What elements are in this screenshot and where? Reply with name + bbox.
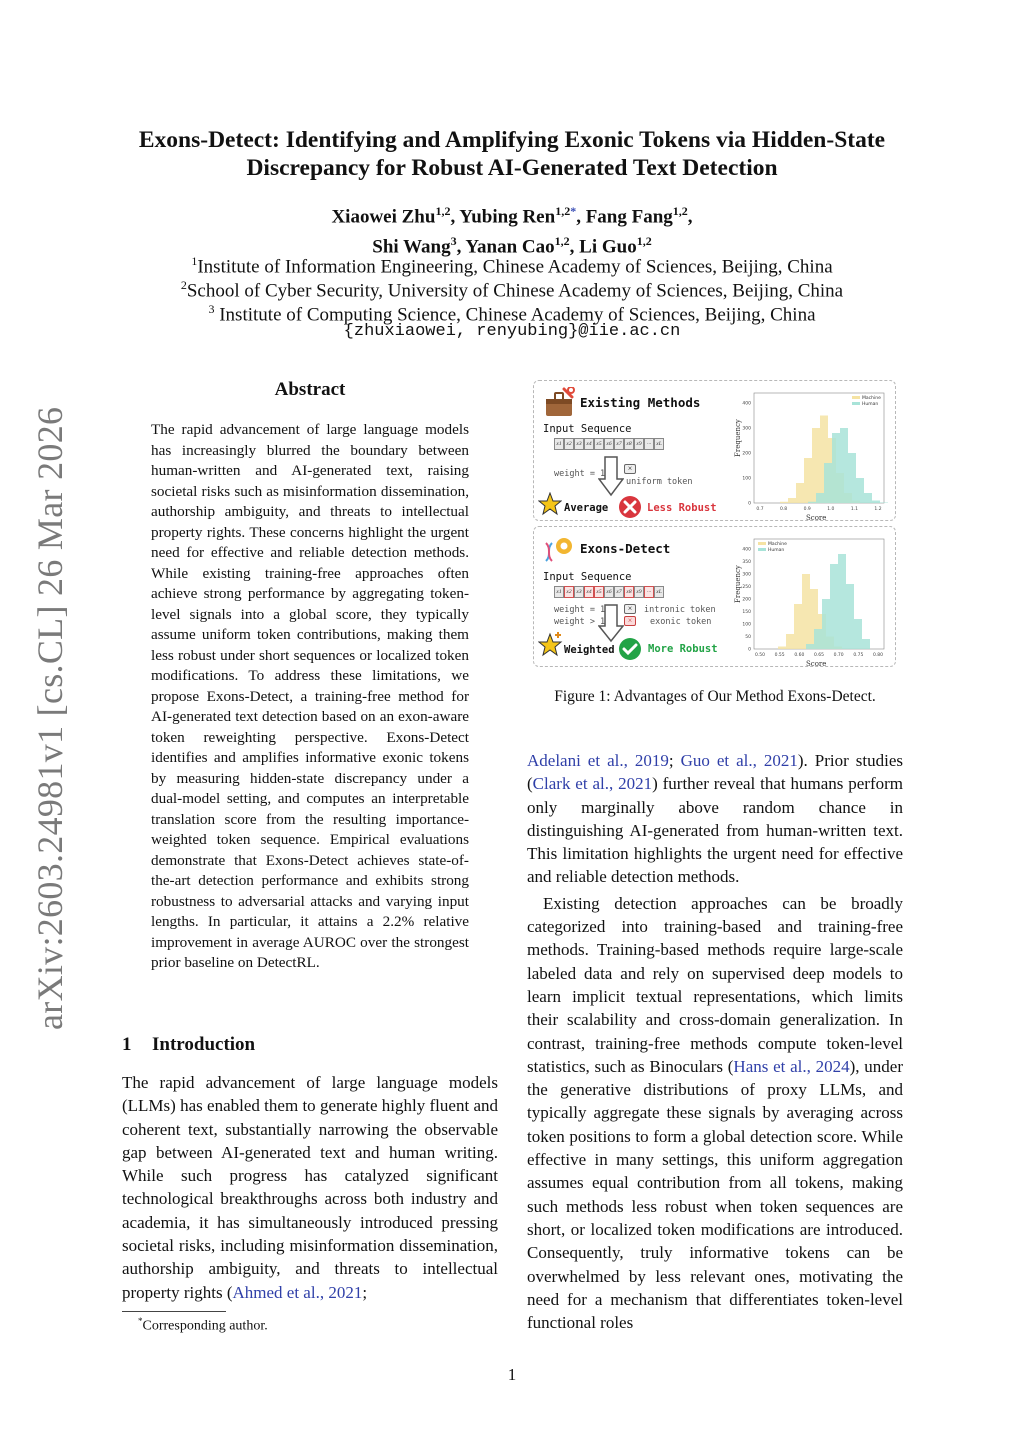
histogram-bar <box>816 493 824 503</box>
token-exonic: x2 <box>564 586 574 598</box>
footnote-text: Corresponding author. <box>142 1318 268 1334</box>
section-number: 1 <box>122 1034 132 1055</box>
footnote-mark: * <box>138 1316 143 1326</box>
y-tick-label: 300 <box>742 572 751 578</box>
y-tick-label: 200 <box>742 597 751 603</box>
author-affil-mark: 1,2 <box>554 234 570 249</box>
x-tick-label: 1.0 <box>827 507 835 512</box>
panel-title: Existing Methods <box>580 395 701 410</box>
more-robust-label: More Robust <box>648 643 718 655</box>
y-tick-label: 100 <box>742 622 751 628</box>
x-tick-label: 0.75 <box>853 653 864 658</box>
citation-link[interactable]: Adelani et al., 2019 <box>527 751 669 770</box>
histogram-bar <box>780 502 788 503</box>
paragraph <box>527 892 903 1335</box>
footnote <box>138 1316 268 1335</box>
weight-label-2: weight > 1 <box>554 617 606 627</box>
histogram-bar <box>814 629 822 649</box>
author-name: Xiaowei Zhu <box>331 206 436 228</box>
affil-text: Institute of Computing Science, Chinese Academy of Sciences, Beijing, China <box>214 304 816 326</box>
y-tick-label: 250 <box>742 585 751 590</box>
author-name: Shi Wang <box>372 236 451 258</box>
affil-text: Institute of Information Engineering, Chinese Academy of Sciences, Beijing, China <box>197 256 833 278</box>
affil-text: School of Cyber Security, University of Chinese Academy of Sciences, Beijing, China <box>186 280 844 302</box>
author-affil-mark: 1,2 <box>636 234 652 249</box>
affil-mark: 1 <box>191 254 198 268</box>
author-name: Li Guo <box>579 236 637 258</box>
input-sequence-label: Input Sequence <box>543 571 632 583</box>
x-tick-label: 0.50 <box>754 653 766 658</box>
text-span: ). Prior studies ( <box>527 751 903 794</box>
input-sequence-label: Input Sequence <box>543 423 632 435</box>
star-plus-icon <box>538 631 564 657</box>
figure-caption: Figure 1: Advantages of Our Method Exons-Detect. <box>554 688 876 705</box>
author-list: Xiaowei Zhu$^{1,2}$, Yubing Ren$^{1,2*}$, Fang Fang$^{1,2}$, Shi Wang$^3$, Yanan Cao$^{1,2}$, Li Guo$^{1,2}$ <box>331 204 693 258</box>
weight-label-1: weight = 1 <box>554 605 606 615</box>
histogram-bar <box>812 428 820 503</box>
x-tick-label: 1.1 <box>850 507 858 512</box>
intronic-token-label: intronic token <box>644 605 716 615</box>
text-span: Existing detection approaches can be broadly categorized into training-based and training-free methods. Training-based methods require large-scale labeled data and rely on supervised deep models to learn implicit textual representations, which limits their scalability and cross-domain generalization. In contrast, training-free methods compute token-level statistics, such as Binoculars ( <box>527 893 903 1076</box>
token-exonic: x5 <box>594 586 604 598</box>
y-tick-label: 400 <box>742 401 751 407</box>
author-name: Fang Fang <box>585 206 673 228</box>
section-title: Introduction <box>152 1034 256 1055</box>
cross-icon <box>618 495 642 519</box>
x-tick-label: 0.65 <box>813 653 825 658</box>
histogram-bar <box>872 501 880 504</box>
histogram-bar <box>822 599 830 649</box>
histogram-bar <box>846 584 854 649</box>
histogram-bar <box>848 453 856 503</box>
x-tick-label: 1.2 <box>874 507 882 512</box>
histogram-bar <box>788 498 796 503</box>
weighted-label: Weighted <box>564 644 615 656</box>
token: xL <box>654 586 664 598</box>
histogram-bar <box>864 493 872 503</box>
token: x8 <box>624 438 634 450</box>
histogram-bar <box>880 503 888 504</box>
check-icon <box>618 637 642 661</box>
corresponding-star: * <box>570 204 577 218</box>
paper-title: Exons-Detect: Identifying and Amplifying Exonic Tokens via Hidden-State Discrepancy for Robust AI-Generated Text Detection <box>138 127 886 181</box>
footnote-rule <box>122 1311 226 1312</box>
svg-text:Frequency: Frequency <box>734 565 742 603</box>
histogram-bar <box>796 483 804 503</box>
section-heading <box>122 1034 255 1056</box>
x-axis-label: Score <box>806 514 827 521</box>
x-tick-label: 0.7 <box>756 507 764 512</box>
token: x6 <box>604 586 614 598</box>
star-icon <box>538 492 562 516</box>
histogram-bar <box>794 604 802 649</box>
author-name: Yanan Cao <box>465 236 555 258</box>
x-tick-label: 0.60 <box>794 653 805 658</box>
legend-human: Human <box>862 402 879 407</box>
token: x7 <box>614 586 624 598</box>
token: x1 <box>554 438 564 450</box>
author-name: Yubing Ren <box>459 206 556 228</box>
figure-1 <box>533 380 896 668</box>
histogram-bar <box>786 634 794 649</box>
x-tick-label: 0.55 <box>774 653 785 658</box>
toolbox-icon <box>542 387 576 419</box>
histogram-bar <box>840 428 848 503</box>
abstract-body: The rapid advancement of large language models has increasingly blurred the boundary between human-written and AI-generated text, raising societal risks such as misinformation dissemination, authorship ambiguity, and threats to intellectual property rights. These concerns highlight the urgent need for effective and reliable detection methods. While existing training-free approaches often achieve strong performance by aggregating token-level signals into a global score, they typically assume uniform token contributions, making them less robust under short sequences or localized token modifications. To address these limitations, we propose Exons-Detect, a training-free method for AI-generated text detection based on an exon-aware token reweighting perspective. Exons-Detect identifies and amplifies informative exonic tokens by measuring hidden-state discrepancy under a dual-model setting, and computes an interpretable translation score from the resulting importance-weighted token sequence. Empirical evaluations demonstrate that Exons-Detect achieves state-of-the-art detection performance and exhibits strong robustness to adversarial attacks and varying input lengths. In particular, it attains a 2.2% relative improvement in average AUROC over the strongest prior baseline on DetectRL. <box>151 421 469 971</box>
text-span: ), under the generative distributions of proxy LLMs, and typically aggregate these signals by averaging across token positions to form a global detection score. While effective in many settings, this uniform aggregation assumes equal contribution from all tokens, making such methods less robust when token sequences are short, or localized token modifications are introduced. Consequently, truly informative tokens can be overwhelmed by less relevant ones, motivating the need for a mechanism that differentiates token-level functional roles <box>527 1056 903 1333</box>
exonic-token-box: × <box>624 616 636 626</box>
token-sequence <box>554 586 664 598</box>
right-column-text <box>527 749 903 1334</box>
histogram-bar <box>804 458 812 503</box>
histogram-bar <box>824 463 832 503</box>
y-tick-label: 200 <box>742 451 751 457</box>
token: x3 <box>574 438 584 450</box>
token-exonic: ··· <box>644 586 654 598</box>
token: x6 <box>604 438 614 450</box>
intro-paragraph <box>122 1071 498 1304</box>
uniform-token-box: × <box>624 464 636 474</box>
histogram-bar <box>832 433 840 503</box>
exonic-token-label: exonic token <box>650 617 712 627</box>
abstract-heading: Abstract <box>274 379 346 400</box>
legend-machine: Machine <box>862 396 881 401</box>
average-label: Average <box>564 502 609 514</box>
legend-machine: Machine <box>768 542 787 547</box>
token: x4 <box>584 438 594 450</box>
histogram-bar <box>778 647 786 650</box>
author-affil-mark: 1,2 <box>435 204 451 218</box>
intro-text: The rapid advancement of large language models (LLMs) has enabled them to generate highly fluent and coherent text, substantially narrowing the observable gap between AI-generated text and human writing. While such progress has catalyzed significant technological breakthroughs across both industry and academia, it has simultaneously introduced pressing societal risks, including misinformation dissemination, authorship ambiguity, and threats to intellectual property rights ( <box>122 1073 498 1302</box>
existing-methods-panel <box>533 380 896 521</box>
exons-detect-panel <box>533 526 896 667</box>
citation-link[interactable]: Clark et al., 2021 <box>532 774 653 794</box>
token: x9 <box>634 586 644 598</box>
histogram-bar <box>854 619 862 649</box>
token: x1 <box>554 586 564 598</box>
histogram-chart-bottom <box>734 529 894 667</box>
token: x7 <box>614 438 624 450</box>
y-tick-label: 50 <box>745 635 751 640</box>
y-tick-label: 0 <box>748 647 751 653</box>
citation-link[interactable]: Hans et al., 2024 <box>733 1056 850 1076</box>
x-tick-label: 0.8 <box>780 507 788 512</box>
less-robust-label: Less Robust <box>647 502 717 514</box>
author-affil-mark: 1,2 <box>672 204 688 218</box>
histogram-bar <box>838 554 846 649</box>
text-span: ) further reveal that humans perform only marginally above random chance in distinguishing AI-generated from human-written text. This limitation highlights the urgent need for effective and reliable detection methods. <box>527 774 904 887</box>
histogram-bar <box>802 574 810 649</box>
legend-human: Human <box>768 548 785 553</box>
histogram-chart-top <box>734 383 894 521</box>
histogram-bar <box>808 502 816 503</box>
token-exonic: x8 <box>624 586 634 598</box>
affil-mark: 3 <box>208 302 215 316</box>
token: xL <box>654 438 664 450</box>
x-tick-label: 0.70 <box>833 653 844 658</box>
histogram-bar <box>856 478 864 503</box>
author-affil-mark: 1,2 <box>555 204 571 218</box>
token: x5 <box>594 438 604 450</box>
author-email: {zhuxiaowei, renyubing}@iie.ac.cn <box>343 322 681 341</box>
paragraph <box>527 749 903 889</box>
token: x2 <box>564 438 574 450</box>
y-tick-label: 100 <box>742 476 751 482</box>
token: ··· <box>644 438 654 450</box>
y-tick-label: 300 <box>742 426 751 432</box>
histogram-bar <box>862 639 870 649</box>
gear-dna-icon <box>542 533 576 565</box>
weight-label: weight = 1 <box>554 469 606 479</box>
x-tick-label: 0.9 <box>803 507 811 512</box>
svg-text:Frequency: Frequency <box>734 419 742 457</box>
y-tick-label: 150 <box>742 610 751 615</box>
intro-tail: ; <box>362 1282 368 1302</box>
author-affil-mark: 3 <box>450 234 457 249</box>
histogram-bar <box>806 644 814 649</box>
y-tick-label: 0 <box>748 501 751 507</box>
text-span: ; <box>668 751 681 770</box>
uniform-token-label: uniform token <box>626 477 693 487</box>
token-sequence <box>554 438 664 450</box>
affil-mark: 2 <box>180 278 187 292</box>
token: x9 <box>634 438 644 450</box>
panel-title: Exons-Detect <box>580 541 671 556</box>
arxiv-identifier: arXiv:2603.24981v1 [cs.CL] 26 Mar 2026 <box>30 406 70 1030</box>
y-tick-label: 350 <box>742 560 751 565</box>
page-number: 1 <box>507 1365 517 1384</box>
intronic-token-box: × <box>624 604 636 614</box>
x-axis-label: Score <box>806 660 827 667</box>
citation-link[interactable]: Ahmed et al., 2021 <box>232 1282 363 1302</box>
token: x3 <box>574 586 584 598</box>
citation-link[interactable]: Guo et al., 2021 <box>680 751 798 770</box>
y-tick-label: 400 <box>742 547 751 553</box>
token-exonic: x4 <box>584 586 594 598</box>
x-tick-label: 0.80 <box>872 653 884 658</box>
histogram-bar <box>830 564 838 649</box>
